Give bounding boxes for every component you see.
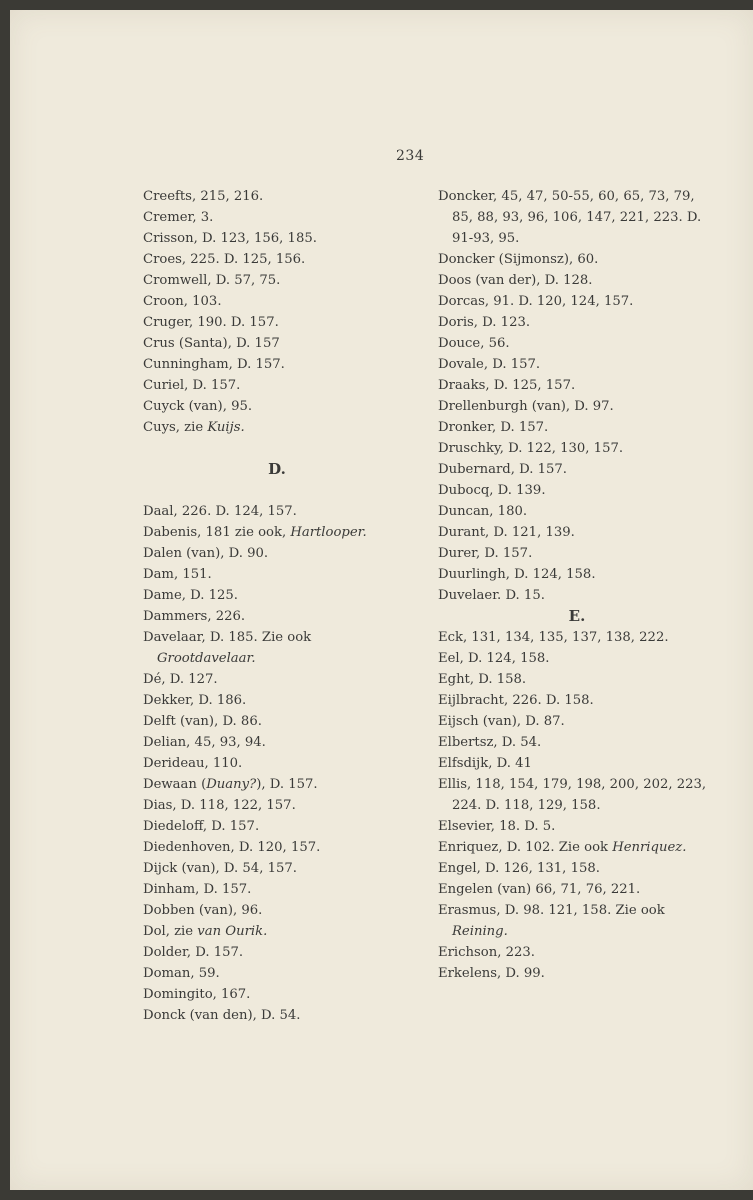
entry-cross-reference: van Ourik. [197,924,268,939]
index-entry: Daal, 226. D. 124, 157. [143,504,297,519]
index-entry: Dammers, 226. [143,609,246,624]
index-entry: Durer, D. 157. [438,546,533,561]
index-entry: Dame, D. 125. [143,588,238,603]
index-entry: Elfsdijk, D. 41 [438,756,532,771]
index-entry: Druschky, D. 122, 130, 157. [438,441,624,456]
entry-cross-reference: Hartlooper. [290,525,367,540]
index-entry: Donck (van den), D. 54. [143,1008,301,1023]
index-entry-enriquez [438,837,716,858]
index-entry: Eck, 131, 134, 135, 137, 138, 222. [438,630,669,645]
index-entry: Duvelaer. D. 15. [438,588,545,603]
entry-text: Davelaar, D. 185. Zie ook [143,630,312,645]
index-column-left [143,186,411,1026]
index-entry: Douce, 56. [438,336,510,351]
page-number: 234 [396,148,425,164]
index-entry: Dronker, D. 157. [438,420,549,435]
index-entry: Cremer, 3. [143,210,214,225]
section-heading-d: D. [268,460,286,478]
index-entry: Delft (van), D. 86. [143,714,262,729]
index-entry: Duurlingh, D. 124, 158. [438,567,596,582]
index-entry: Elsevier, 18. D. 5. [438,819,556,834]
index-entry: Engel, D. 126, 131, 158. [438,861,600,876]
index-entry: Dubernard, D. 157. [438,462,567,477]
index-entry: Doncker, 45, 47, 50-55, 60, 65, 73, 79, 85, 88, 93, 96, 106, 147, 221, 223. D. 91-93, 95. [438,189,702,246]
index-entry: Ellis, 118, 154, 179, 198, 200, 202, 223, 224. D. 118, 129, 158. [438,777,707,813]
index-entry: Doncker (Sijmonsz), 60. [438,252,599,267]
section-heading-e: E. [568,607,586,625]
index-entry: Drellenburgh (van), D. 97. [438,399,614,414]
index-column-right [438,186,716,984]
index-entry: Dubocq, D. 139. [438,483,546,498]
index-entry: Erkelens, D. 99. [438,966,545,981]
index-entry-dol [143,921,411,942]
index-entry: Cuyck (van), 95. [143,399,253,414]
index-entry: Diedeloff, D. 157. [143,819,260,834]
entry-cross-reference: Kuijs. [207,420,245,435]
index-entry: Duncan, 180. [438,504,528,519]
index-entry: Dé, D. 127. [143,672,218,687]
index-entry-dabenis [143,522,411,543]
index-entry: Dolder, D. 157. [143,945,244,960]
entry-text: Erasmus, D. 98. 121, 158. Zie ook [438,903,665,918]
index-entry: Dinham, D. 157. [143,882,252,897]
index-entry: Doman, 59. [143,966,220,981]
index-entry: Crisson, D. 123, 156, 185. [143,231,317,246]
index-entry: Dekker, D. 186. [143,693,247,708]
index-entry: Doris, D. 123. [438,315,531,330]
index-entry: Eel, D. 124, 158. [438,651,550,666]
index-entry: Dobben (van), 96. [143,903,263,918]
index-entry: Cunningham, D. 157. [143,357,285,372]
entry-text: Dabenis, 181 zie ook, [143,525,291,540]
index-entry: Curiel, D. 157. [143,378,241,393]
entry-cross-reference: Grootdavelaar. [157,651,256,666]
entry-text: Dol, zie [143,924,198,939]
index-entry: Engelen (van) 66, 71, 76, 221. [438,882,641,897]
book-page [10,10,753,1190]
index-entry: Crus (Santa), D. 157 [143,336,280,351]
index-entry: Dovale, D. 157. [438,357,541,372]
index-entry: Delian, 45, 93, 94. [143,735,266,750]
index-entry: Cromwell, D. 57, 75. [143,273,281,288]
index-entry: Diedenhoven, D. 120, 157. [143,840,321,855]
index-entry: Dias, D. 118, 122, 157. [143,798,296,813]
index-entry-cuys [143,417,411,438]
index-entry: Eijlbracht, 226. D. 158. [438,693,594,708]
spacer [143,480,411,501]
index-entry: Cruger, 190. D. 157. [143,315,279,330]
index-entry: Draaks, D. 125, 157. [438,378,576,393]
index-entry: Creefts, 215, 216. [143,189,264,204]
entry-cross-reference: Reining. [452,924,508,939]
entry-text: Dewaan ( [143,777,207,792]
index-entry: Derideau, 110. [143,756,243,771]
index-entry-davelaar [143,627,411,669]
index-entry: Domingito, 167. [143,987,251,1002]
index-entry: Erichson, 223. [438,945,535,960]
entry-text: Enriquez, D. 102. Zie ook [438,840,613,855]
index-entry: Dam, 151. [143,567,212,582]
index-entry: Croon, 103. [143,294,222,309]
spacer [143,438,411,459]
index-entry: Eght, D. 158. [438,672,527,687]
index-entry: Elbertsz, D. 54. [438,735,542,750]
entry-text: Cuys, zie [143,420,208,435]
index-entry: Dijck (van), D. 54, 157. [143,861,297,876]
index-entry: Croes, 225. D. 125, 156. [143,252,306,267]
index-entry: Dorcas, 91. D. 120, 124, 157. [438,294,634,309]
index-entry: Dalen (van), D. 90. [143,546,269,561]
entry-cross-reference: Henriquez. [612,840,687,855]
index-entry: Eijsch (van), D. 87. [438,714,565,729]
index-entry-dewaan [143,774,411,795]
entry-text-tail: ), D. 157. [256,777,318,792]
index-entry: Doos (van der), D. 128. [438,273,593,288]
index-entry: Durant, D. 121, 139. [438,525,575,540]
entry-cross-reference: Duany? [206,777,257,792]
index-entry-erasmus [438,900,716,942]
